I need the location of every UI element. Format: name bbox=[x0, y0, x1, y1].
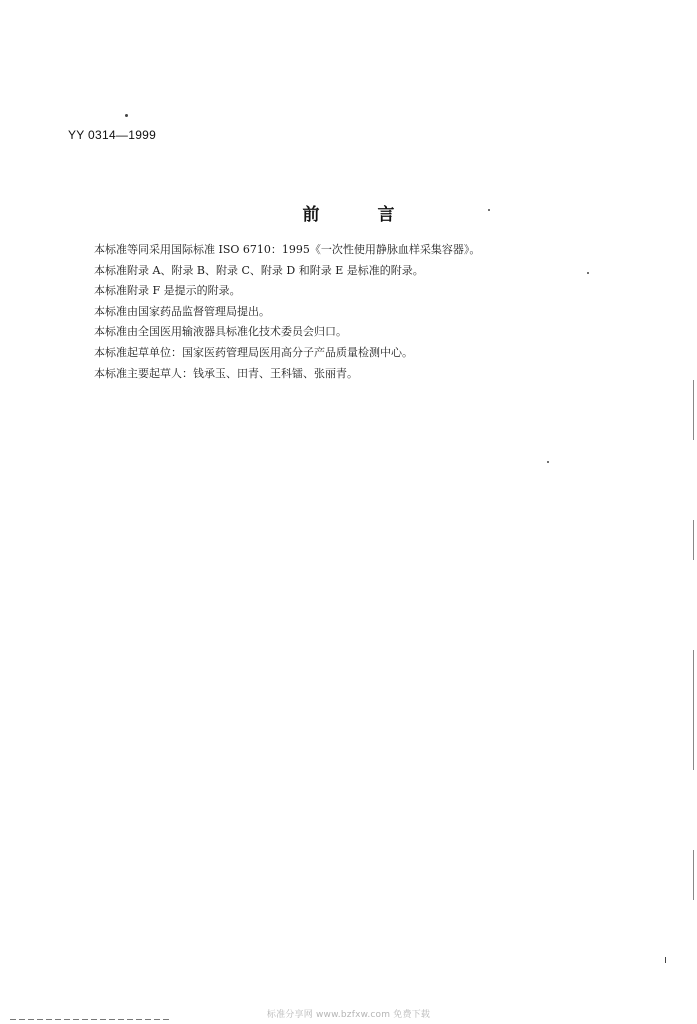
paragraph-drafters: 本标准主要起草人：钱承玉、田青、王科镭、张丽青。 bbox=[94, 366, 358, 380]
paragraph-adoption: 本标准等同采用国际标准 ISO 6710：1995《一次性使用静脉血样采集容器》。 bbox=[94, 243, 481, 256]
watermark-footer: 标准分享网 www.bzfxw.com 免费下载 bbox=[266, 1010, 431, 1020]
paragraph-informative-annex: 本标准附录 F 是提示的附录。 bbox=[94, 284, 241, 298]
scan-speck bbox=[547, 461, 549, 463]
scan-edge-line bbox=[693, 850, 694, 900]
paragraph-normative-annexes: 本标准附录 A、附录 B、附录 C、附录 D 和附录 E 是标准的附录。 bbox=[94, 263, 424, 277]
foreword-body bbox=[94, 240, 654, 384]
scan-edge-line bbox=[693, 520, 694, 560]
scan-speck bbox=[488, 209, 490, 211]
scan-edge-line bbox=[693, 650, 694, 770]
paragraph-drafting-unit: 本标准起草单位：国家医药管理局医用高分子产品质量检测中心。 bbox=[94, 345, 413, 359]
standard-number: YY 0314—1999 bbox=[68, 128, 157, 142]
scan-speck bbox=[125, 114, 128, 117]
paragraph-proposed-by: 本标准由国家药品监督管理局提出。 bbox=[94, 304, 270, 318]
scan-speck bbox=[665, 957, 666, 963]
scan-edge-line bbox=[693, 380, 694, 440]
page-title: 前言 bbox=[302, 205, 453, 225]
paragraph-centralized-by: 本标准由全国医用输液器具标准化技术委员会归口。 bbox=[94, 325, 347, 339]
scan-speck bbox=[587, 272, 589, 274]
scan-bottom-rule bbox=[10, 1019, 170, 1020]
